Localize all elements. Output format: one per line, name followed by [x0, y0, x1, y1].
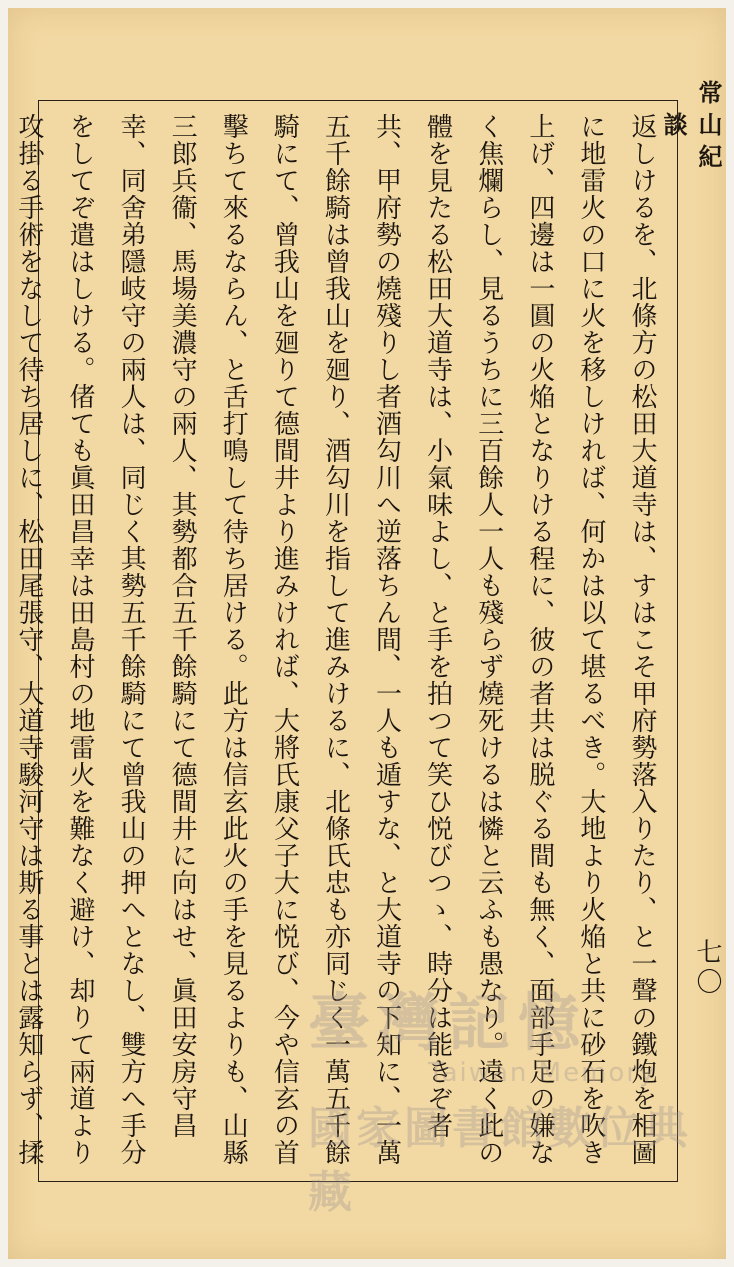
watermark-subtitle: Taiwan Memory: [428, 1058, 657, 1088]
body-text: 返しけるを、北條方の松田大道寺は、すはこそ甲府勢落入りたり、と一聲の鐵炮を相圖に地雷火の口に火を移しければ、何かは以て堪るべき。大地より火焔と共に砂石を吹き上げ、四邊は一圓の火焔となりける程に、彼の者共は脱ぐる間も無く、面部手足の嫌なく焦爛らし、見るうちに三百餘人一人も殘らず燒死けるは憐と云ふも愚なり。遠く此の體を見たる松田大道寺は、小氣味よし、と手を拍つて笑ひ悦びつゝ、時分は能きぞ者共、甲府勢の燒殘りし者酒勾川へ逆落ちん間、一人も遁すな、と大道寺の下知に、一萬五千餘騎は曾我山を廻り、酒勾川を指して進みけるに、北條氏忠も亦同じく一萬五千餘騎にて、曾我山を廻りて德間井より進みければ、大將氏康父子大に悦び、今や信玄の首擊ちて來るならん、と舌打鳴して待ち居ける。此方は信玄此火の手を見るよりも、山縣三郎兵衞、馬場美濃守の兩人、其勢都合五千餘騎にて德間井に向はせ、眞田安房守昌幸、同舍弟隱岐守の兩人は、同じく其勢五千餘騎にて曾我山の押へとなし、雙方へ手分をしてぞ遣はしける。偖ても眞田昌幸は田島村の地雷火を難なく避け、却りて兩道より攻掛る手術をなして待ち居しに、松田尾張守、大道寺駿河守は斯る事とは露知らず、揉: [13, 113, 657, 1166]
watermark-institution: 國家圖書館數位典藏: [308, 1103, 692, 1218]
running-header: 常山紀談: [659, 80, 723, 176]
book-page: [8, 8, 726, 1259]
text-frame: [13, 100, 678, 1182]
page-number: 七〇: [692, 938, 722, 998]
watermark-title: 臺灣記憶: [308, 986, 589, 1059]
